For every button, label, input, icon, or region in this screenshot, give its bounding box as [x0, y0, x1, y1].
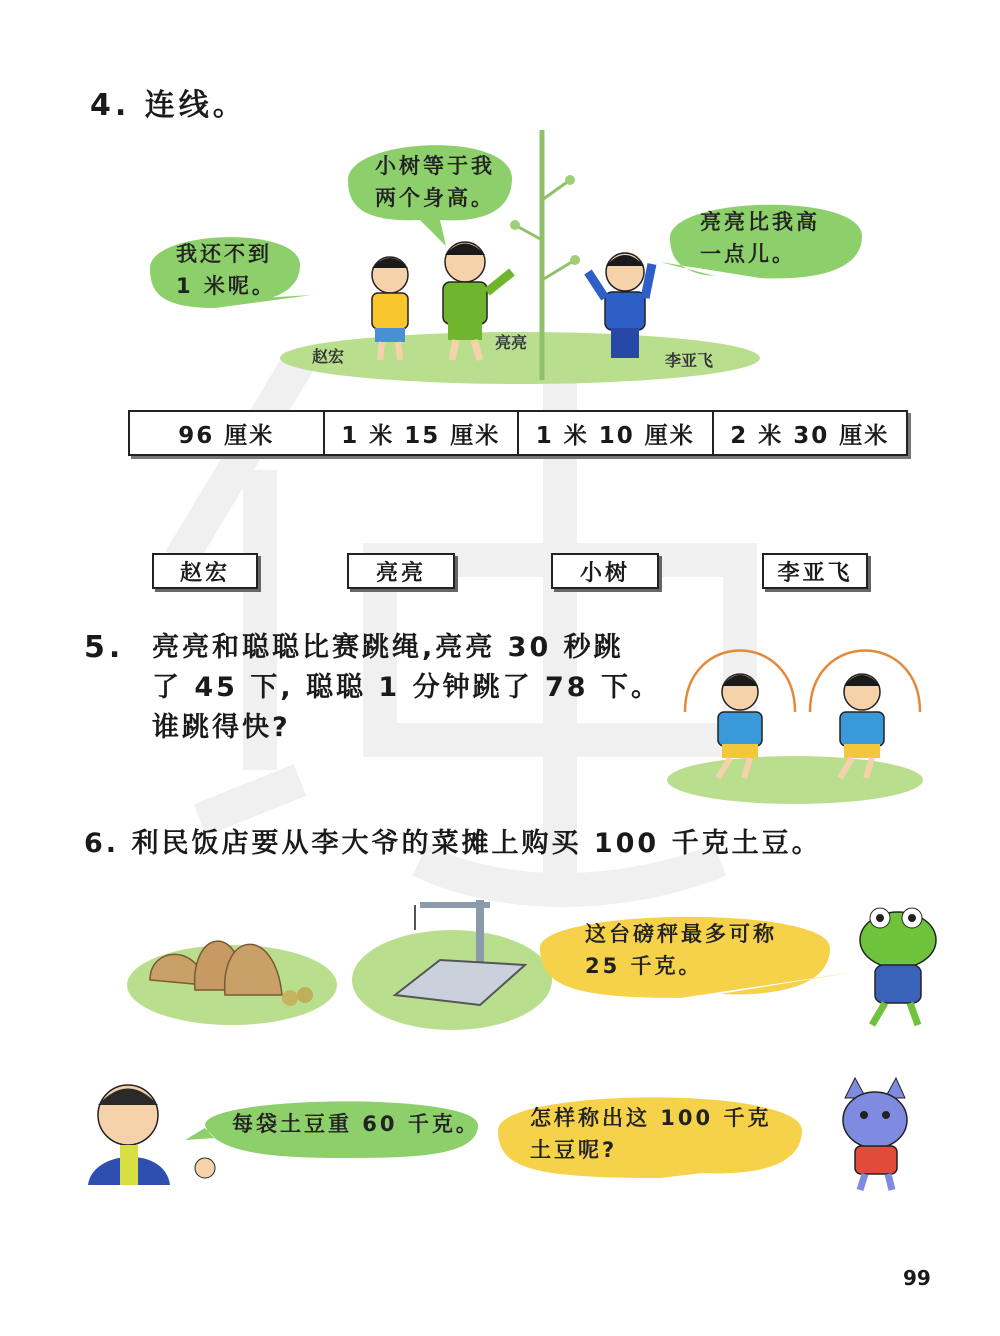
measurement-cell[interactable]: 2 米 30 厘米 [730, 422, 890, 449]
q5-line: 亮亮和聪聪比赛跳绳,亮亮 30 秒跳 [152, 632, 624, 663]
q6-scene [88, 900, 936, 1190]
label-zhaohong: 赵宏 [312, 347, 345, 366]
q5-number: 5. [84, 630, 125, 665]
bubble-line: 我还不到 [176, 242, 272, 266]
page-number: 99 [903, 1266, 931, 1290]
bubble-liangliang [375, 150, 495, 214]
bubble-line: 两个身高。 [375, 186, 495, 210]
name-box-liyafei[interactable]: 李亚飞 [762, 553, 868, 589]
measurement-table [128, 410, 908, 456]
bubble-line: 小树等于我 [375, 154, 495, 178]
cat-figure [843, 1078, 907, 1190]
bubble-line: 怎样称出这 100 千克 [530, 1106, 772, 1130]
bubble-line: 每袋土豆重 60 千克。 [232, 1112, 480, 1136]
label-liangliang: 亮亮 [495, 333, 528, 352]
bubble-frog [585, 918, 777, 982]
q4-title: 4. 连线。 [90, 88, 247, 123]
q5-line: 谁跳得快? [152, 712, 291, 743]
bubble-zhaohong [176, 238, 276, 302]
measurement-cell[interactable]: 96 厘米 [130, 412, 325, 454]
name-box-sapling[interactable]: 小树 [551, 553, 659, 589]
bubble-line: 1 米呢。 [176, 274, 276, 298]
name-box-zhaohong[interactable]: 赵宏 [152, 553, 258, 589]
name-box-liangliang[interactable]: 亮亮 [347, 553, 455, 589]
bubble-grandpa [232, 1108, 480, 1140]
frog-figure [860, 908, 936, 1025]
label-liyafei: 李亚飞 [665, 351, 714, 370]
q5-line: 了 45 下, 聪聪 1 分钟跳了 78 下。 [152, 672, 661, 703]
q6-text: 6. 利民饭店要从李大爷的菜摊上购买 100 千克土豆。 [84, 828, 822, 859]
bubble-line: 土豆呢? [530, 1138, 618, 1162]
bubble-liyafei [700, 206, 820, 270]
bubble-line: 这台磅秤最多可称 [585, 922, 777, 946]
measurement-cell[interactable]: 1 米 10 厘米 [519, 412, 714, 454]
measurement-cell[interactable]: 1 米 15 厘米 [325, 412, 520, 454]
bubble-line: 25 千克。 [585, 954, 703, 978]
bubble-cat [530, 1102, 771, 1166]
q5-text [152, 628, 661, 748]
bubble-line: 一点儿。 [700, 242, 796, 266]
grass-patch [667, 756, 923, 804]
bubble-line: 亮亮比我高 [700, 210, 820, 234]
